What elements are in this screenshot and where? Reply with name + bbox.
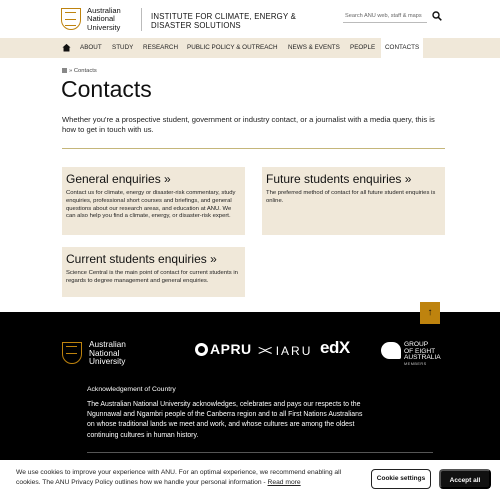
card-body: Contact us for climate, energy or disaster-risk commentary, study enquiries, professional short courses and briefings, and general questions about our research areas, and education at ANU. We can also help you find a climate, energy, or disaster-risk expert.	[66, 190, 236, 220]
go8-text	[404, 342, 441, 362]
logo-line: National	[89, 347, 120, 358]
read-more-link[interactable]: Read more	[267, 479, 301, 487]
card-general-enquiries[interactable]	[62, 167, 245, 235]
card-current-students[interactable]	[62, 247, 245, 297]
back-to-top-button[interactable]: ↑	[420, 302, 440, 324]
page-title: Contacts	[61, 76, 152, 102]
breadcrumb-home-icon[interactable]	[62, 68, 67, 73]
breadcrumb	[62, 68, 97, 74]
site-header	[0, 0, 500, 38]
logo-line: University	[89, 356, 126, 367]
card-title[interactable]: General enquiries »	[66, 172, 171, 186]
card-future-students[interactable]	[262, 167, 445, 235]
card-body: The preferred method of contact for all future student enquiries is online.	[266, 190, 436, 204]
nav-item-contacts[interactable]: CONTACTS	[381, 38, 423, 58]
go8-line: GROUP	[404, 341, 429, 348]
apru-logo[interactable]	[195, 341, 252, 357]
nav-item-news-events[interactable]: NEWS & EVENTS	[288, 44, 340, 51]
cookie-banner	[0, 460, 500, 500]
logo-line: Australian	[87, 6, 121, 15]
nav-item-people[interactable]: PEOPLE	[350, 44, 376, 51]
anu-logo-text	[87, 7, 121, 32]
iaru-text: IARU	[275, 344, 313, 358]
accept-all-button[interactable]: Accept all	[439, 469, 491, 489]
anu-crest-icon	[62, 342, 82, 364]
nav-item-about[interactable]: ABOUT	[80, 44, 102, 51]
iaru-mark-icon: ><	[258, 342, 271, 358]
card-title[interactable]: Future students enquiries »	[266, 172, 412, 186]
main-nav	[0, 38, 500, 58]
cookie-text	[16, 468, 356, 489]
breadcrumb-current: Contacts	[73, 68, 97, 75]
logo-line: Australian	[89, 339, 126, 349]
logo-divider	[141, 8, 142, 31]
search-input[interactable]: Search ANU web, staff & maps	[343, 11, 427, 23]
acknowledgement-title: Acknowledgement of Country	[87, 386, 176, 393]
go8-members-label: MEMBERS	[404, 362, 427, 366]
nav-item-study[interactable]: STUDY	[112, 44, 134, 51]
institute-title-line: INSTITUTE FOR CLIMATE, ENERGY &	[151, 12, 296, 21]
acknowledgement-text: The Australian National University acknowledges, celebrates and pays our respects to the Ngunnawal and Ngambri people of the Canberra region and to all First Nations Australians on whose traditional lands we meet and work, and whose cultures are among the oldest continuing cultures in human history.	[87, 401, 363, 439]
cookie-settings-button[interactable]: Cookie settings	[371, 469, 431, 489]
cookie-message: We use cookies to improve your experience with ANU. For an optimal experience, we recommend enabling all cookies. The ANU Privacy Policy outlines how we handle your personal information -	[16, 469, 342, 487]
go8-leaf-icon	[381, 342, 401, 359]
card-body: Science Central is the main point of contact for current students in regards to degree management and general enquiries.	[66, 270, 238, 284]
institute-title[interactable]	[151, 12, 296, 30]
edx-logo[interactable]: edX	[320, 338, 350, 357]
breadcrumb-separator: »	[69, 68, 73, 75]
anu-logo[interactable]	[61, 8, 141, 32]
logo-line: University	[87, 22, 121, 32]
card-title[interactable]: Current students enquiries »	[66, 252, 217, 266]
apru-text: APRU	[210, 341, 252, 357]
anu-crest-icon	[61, 8, 81, 30]
go8-line: OF EIGHT	[404, 347, 436, 355]
institute-title-line: DISASTER SOLUTIONS	[151, 21, 241, 30]
go8-line: AUSTRALIA	[404, 354, 441, 362]
content-divider	[62, 148, 445, 149]
footer-divider	[87, 452, 433, 453]
logo-line: National	[87, 14, 115, 24]
nav-item-public-policy[interactable]: PUBLIC POLICY & OUTREACH	[187, 44, 278, 51]
search-icon[interactable]	[432, 11, 442, 21]
apru-ring-icon	[195, 343, 208, 356]
footer-logo-text	[89, 340, 126, 366]
nav-item-research[interactable]: RESEARCH	[143, 44, 178, 51]
go8-logo[interactable]	[381, 340, 441, 370]
intro-text: Whether you're a prospective student, government or industry contact, or a journalist with a media query, this is how to get in touch with us.	[62, 115, 435, 134]
footer-anu-logo[interactable]	[62, 340, 142, 366]
iaru-logo[interactable]	[258, 342, 312, 358]
home-icon[interactable]	[62, 43, 71, 52]
